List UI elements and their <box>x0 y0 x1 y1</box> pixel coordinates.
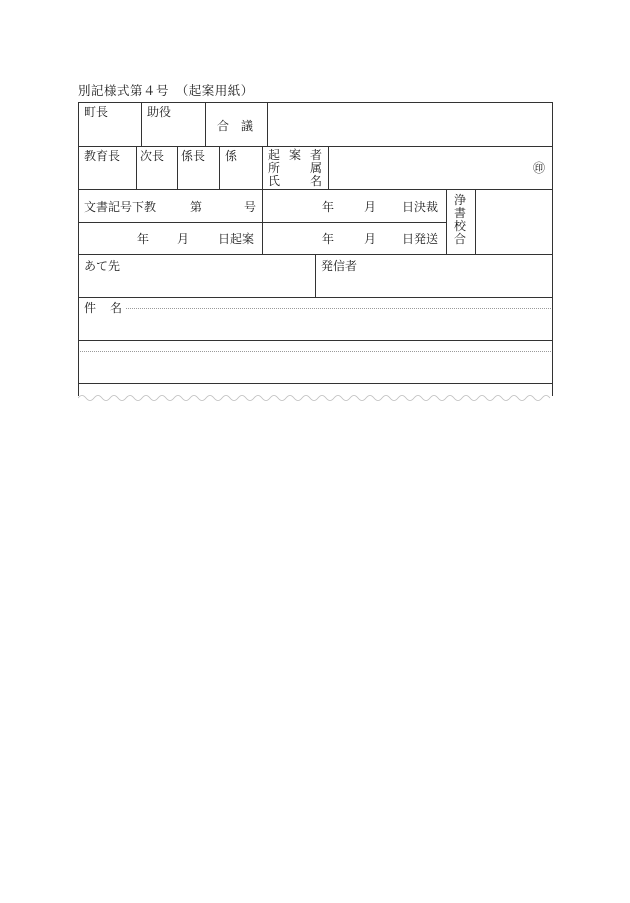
affiliation-char: 属 <box>309 161 322 175</box>
label-vice-chief: 次長 <box>140 149 165 163</box>
label-staff: 係 <box>225 149 238 163</box>
name-char: 氏 <box>268 174 281 188</box>
label-deputy: 助役 <box>147 105 172 119</box>
row-divider <box>78 189 553 190</box>
affiliation-char: 所 <box>268 161 281 175</box>
cell-divider <box>141 102 142 146</box>
clean-copy-char: 浄 <box>454 193 467 207</box>
label-decision-date: 日決裁 <box>402 200 439 214</box>
cell-divider <box>219 146 220 189</box>
label-name <box>268 175 322 188</box>
label-go: 号 <box>244 200 257 214</box>
label-section-chief: 係長 <box>181 149 206 163</box>
name-char: 名 <box>309 174 322 188</box>
cell-divider <box>267 102 268 146</box>
label-month: 月 <box>177 232 190 246</box>
label-dai: 第 <box>190 200 203 214</box>
cell-divider <box>328 146 329 189</box>
label-year: 年 <box>322 200 335 214</box>
clean-copy-char: 校 <box>454 219 467 233</box>
label-draft-date: 日起案 <box>218 232 255 246</box>
label-addressee: あて先 <box>84 259 121 273</box>
cell-divider <box>315 254 316 297</box>
table-border-top <box>78 102 553 103</box>
torn-edge <box>78 391 553 405</box>
label-clean-copy <box>454 194 468 246</box>
label-year: 年 <box>137 232 150 246</box>
seal-mark: ㊞ <box>533 161 546 175</box>
drafter-char: 案 <box>288 148 301 162</box>
subject-guide-line <box>80 351 551 352</box>
label-month: 月 <box>364 200 377 214</box>
drafter-char: 者 <box>309 148 322 162</box>
table-border-left <box>78 102 79 396</box>
row-divider <box>78 297 553 298</box>
label-doc-number: 文書記号下教 <box>84 200 157 214</box>
cell-divider <box>475 189 476 254</box>
clean-copy-char: 書 <box>454 206 467 220</box>
row-divider <box>78 146 553 147</box>
drafter-char: 起 <box>268 148 281 162</box>
label-subject <box>84 302 122 315</box>
label-consultation: 合 議 <box>217 119 254 133</box>
row-divider <box>78 383 553 384</box>
subject-guide-line <box>126 308 551 309</box>
cell-divider <box>262 146 263 189</box>
table-border-right <box>552 102 553 396</box>
form-title: 別記様式第４号 （起案用紙） <box>78 83 254 98</box>
subject-char: 件 <box>84 301 97 315</box>
subject-char: 名 <box>109 301 122 315</box>
label-superintendent: 教育長 <box>84 149 121 163</box>
cell-divider <box>136 146 137 189</box>
cell-divider <box>446 189 447 254</box>
clean-copy-char: 合 <box>454 232 467 246</box>
label-chief: 町長 <box>84 105 109 119</box>
cell-divider <box>262 189 263 254</box>
label-month: 月 <box>364 232 377 246</box>
label-send-date: 日発送 <box>402 232 439 246</box>
row-divider <box>78 340 553 341</box>
label-year: 年 <box>322 232 335 246</box>
label-sender: 発信者 <box>321 259 358 273</box>
cell-divider <box>205 102 206 146</box>
cell-divider <box>177 146 178 189</box>
